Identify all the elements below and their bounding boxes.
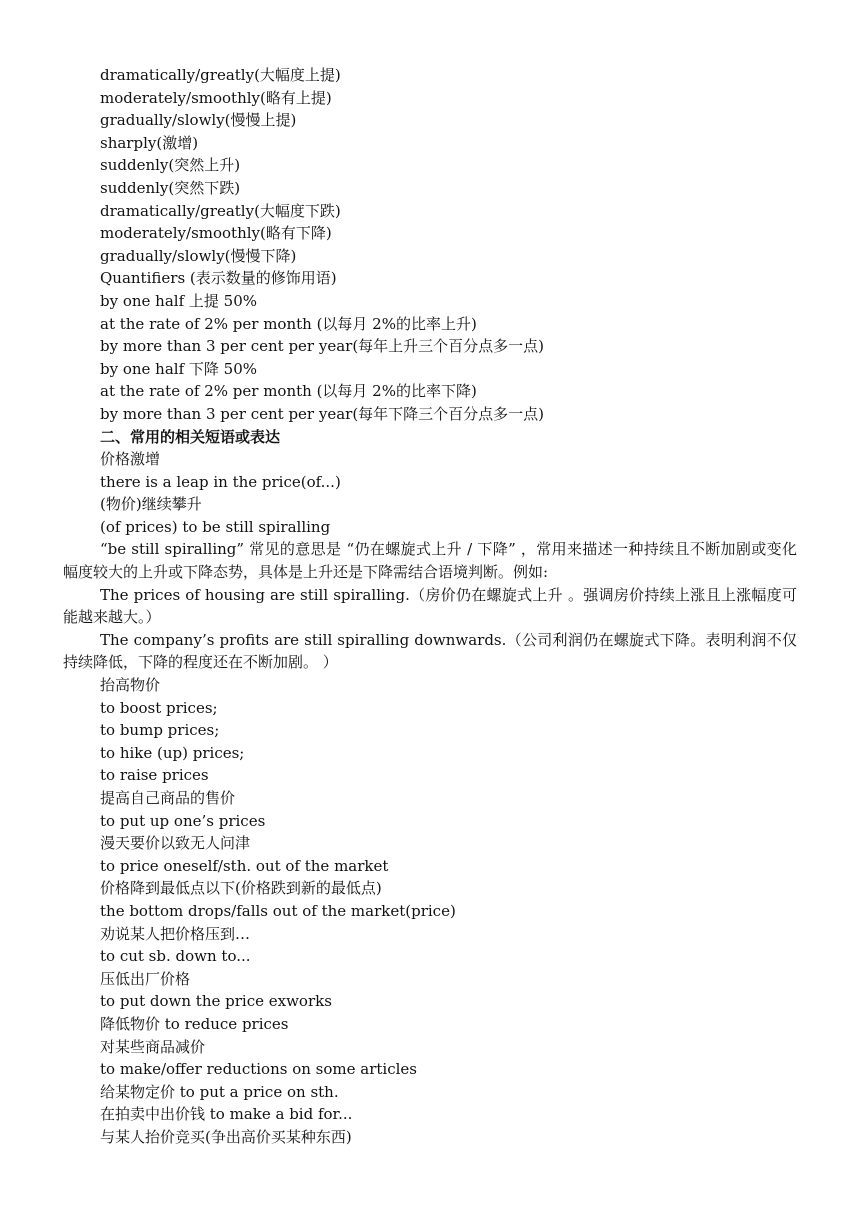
text-line: 与某人抬价竞买(争出高价买某种东西)	[100, 1127, 352, 1146]
text-line: 压低出厂价格	[100, 969, 191, 988]
text-line: to put up one’s prices	[100, 811, 266, 830]
text-line: gradually/slowly(慢慢上提)	[100, 111, 297, 130]
phrase-list	[0, 674, 860, 1148]
text-line: by more than 3 per cent per year(每年下降三个百分点多一点)	[100, 404, 545, 423]
text-line: to make/offer reductions on some articles	[100, 1060, 417, 1079]
text-line: to hike (up) prices;	[100, 743, 245, 762]
text-line: 提高自己商品的售价	[100, 789, 236, 807]
text-line: there is a leap in the price(of...)	[100, 472, 341, 491]
section-heading: 二、常用的相关短语或表达	[100, 427, 281, 446]
text-line: 价格激增	[100, 450, 161, 469]
text-line: to put down the price exworks	[100, 992, 332, 1011]
text-line: 漫天要价以致无人问津	[100, 834, 251, 853]
text-line: moderately/smoothly(略有上提)	[100, 88, 332, 107]
text-line: to cut sb. down to...	[100, 947, 251, 966]
text-line: suddenly(突然下跌)	[100, 178, 241, 197]
text-line: dramatically/greatly(大幅度下跌)	[100, 201, 341, 220]
text-line: 给某物定价 to put a price on sth.	[100, 1082, 339, 1101]
text-line: (物价)继续攀升	[100, 495, 202, 514]
text-line: by one half 上提 50%	[100, 291, 258, 310]
text-line: to raise prices	[100, 766, 209, 785]
text-line: 价格降到最低点以下(价格跌到新的最低点)	[100, 879, 382, 898]
text-line: Quantifiers (表示数量的修饰用语)	[100, 269, 337, 288]
text-line: at the rate of 2% per month (以每月 2%的比率上升)	[100, 314, 477, 333]
paragraph: “be still spiralling” 常见的意思是 “仍在螺旋式上升 / 下降” ，常用来描述一种持续且不断加剧或变化幅度较大的上升或下降态势，具体是上升还是下降需结合语境判断。例如:	[63, 540, 797, 582]
text-line: sharply(激增)	[100, 133, 199, 152]
text-line: gradually/slowly(慢慢下降)	[100, 246, 297, 265]
text-line: 劝说某人把价格压到…	[100, 924, 251, 943]
text-line: 对某些商品减价	[100, 1037, 206, 1056]
text-line: 在拍卖中出价钱 to make a bid for...	[100, 1105, 353, 1124]
text-line: (of prices) to be still spiralling	[100, 517, 331, 536]
text-line: to boost prices;	[100, 698, 218, 717]
text-line: moderately/smoothly(略有下降)	[100, 224, 332, 243]
text-line: 降低物价 to reduce prices	[100, 1014, 289, 1033]
text-line: by more than 3 per cent per year(每年上升三个百分点多一点)	[100, 337, 545, 356]
phrase-list-intro	[0, 448, 860, 538]
text-line: the bottom drops/falls out of the market(price)	[100, 901, 456, 920]
text-line: dramatically/greatly(大幅度上提)	[100, 66, 341, 84]
text-line: at the rate of 2% per month (以每月 2%的比率下降)	[100, 382, 477, 401]
text-line: to bump prices;	[100, 721, 220, 740]
explanation-paragraphs	[0, 538, 860, 674]
paragraph: The company’s profits are still spiralling downwards.（公司利润仍在螺旋式下降。表明利润不仅持续降低，下降的程度还在不断加剧。 ）	[63, 630, 797, 672]
text-line: by one half 下降 50%	[100, 359, 258, 378]
text-line: to price oneself/sth. out of the market	[100, 856, 389, 875]
document-page	[0, 64, 860, 1149]
text-line: 抬高物价	[100, 676, 161, 695]
adverb-list	[0, 64, 860, 426]
paragraph: The prices of housing are still spiralling.（房价仍在螺旋式上升 。强调房价持续上涨且上涨幅度可能越来越大。）	[63, 585, 797, 627]
text-line: suddenly(突然上升)	[100, 156, 241, 175]
